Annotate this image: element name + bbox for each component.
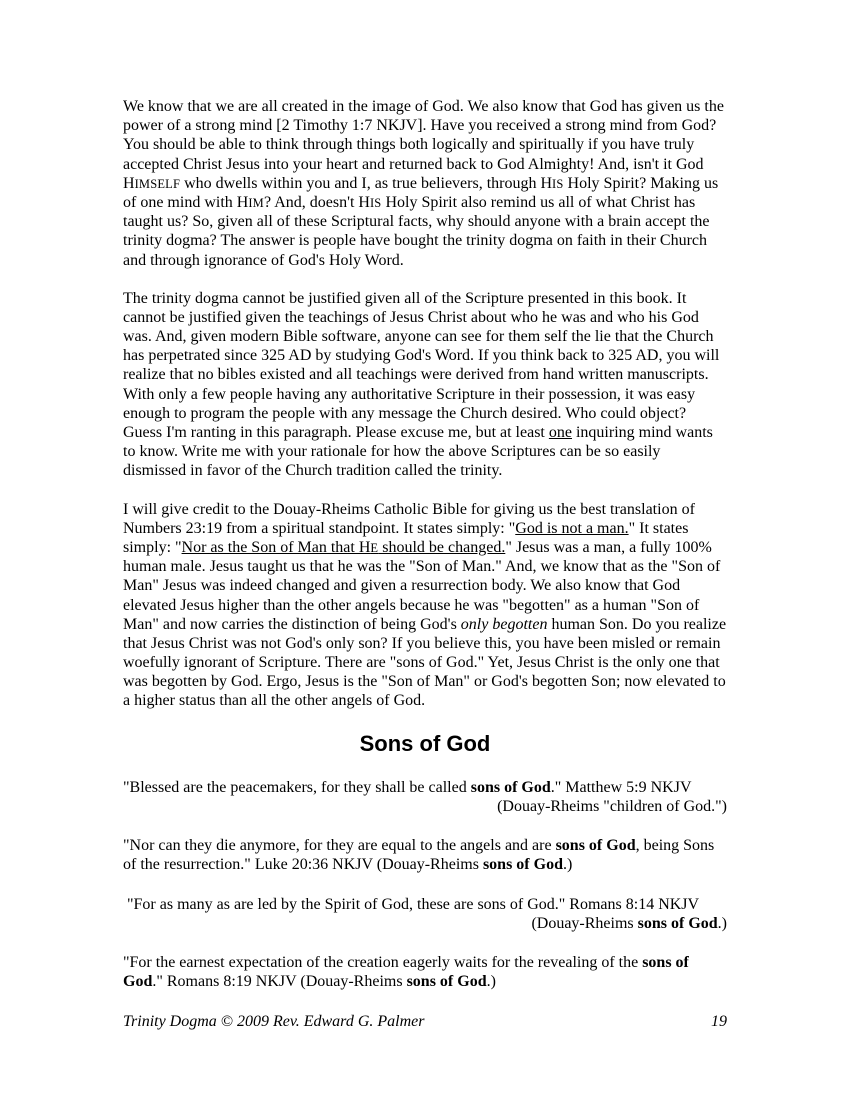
paragraph-douay-rheims-credit: I will give credit to the Douay-Rheims Catholic Bible for giving us the best translation of Numbers 23:19 from a spiritual standpoint. It states simply: "God is not a man." It states simply: "Nor as the Son of Man that HE should be changed." Jesus was a man, a fully 100% human male. Jesus taught us that he was the "Son of Man." And, we know that as the "Son of Man" Jesus was indeed changed and given a resurrection body. We also know that God elevated Jesus higher than the other angels because he was "begotten" as a human "Son of Man" and now carries the distinction of being God's only begotten human Son. Do you realize that Jesus Christ was not God's only son? If you believe this, you have been misled or remain woefully ignorant of Scripture. There are "sons of God." Yet, Jesus Christ is the only one that was begotten by God. Ergo, Jesus is the "Son of Man" or God's begotten Son; now elevated to a higher status than all the other angels of God. xyxy=(123,500,727,710)
paragraph-trinity-dogma-not-justified: The trinity dogma cannot be justified given all of the Scripture presented in this book. It cannot be justified given the teachings of Jesus Christ about who he was and who his God was. And, given modern Bible software, anyone can see for them self the lie that the Church has perpetrated since 325 AD by studying God's Word. If you think back to 325 AD, you will realize that no bibles existed and all teachings were derived from hand written manuscripts. With only a few people having any authoritative Scripture in their possession, it was easy enough to program the people with any message the Church desired. Who could object? Guess I'm ranting in this paragraph. Please excuse me, but at least one inquiring mind wants to know. Write me with your rationale for how the above Scriptures can be so easily dismissed in favor of the Church tradition called the trinity. xyxy=(123,289,720,480)
quote-matthew-5-9 xyxy=(123,778,727,816)
page-content xyxy=(123,97,727,1011)
quote-text: "Nor can they die anymore, for they are equal to the angels and are sons of God, being Sons of the resurrection." Luke 20:36 NKJV (Douay-Rheims sons of God.) xyxy=(123,837,715,874)
page-footer xyxy=(123,1012,727,1031)
quote-text: "For as many as are led by the Spirit of God, these are sons of God." Romans 8:14 NKJV xyxy=(123,895,700,913)
page-number: 19 xyxy=(711,1013,727,1030)
quote-romans-8-19 xyxy=(123,953,727,991)
quote-attribution: (Douay-Rheims "children of God.") xyxy=(497,798,727,816)
footer-copyright: Trinity Dogma © 2009 Rev. Edward G. Palmer xyxy=(123,1013,425,1030)
quote-romans-8-14 xyxy=(123,895,727,933)
quote-text: "Blessed are the peacemakers, for they shall be called sons of God." Matthew 5:9 NKJV xyxy=(123,778,692,796)
section-heading-sons-of-god: Sons of God xyxy=(359,730,491,756)
quote-attribution: (Douay-Rheims sons of God.) xyxy=(531,914,727,932)
quote-text: "For the earnest expectation of the creation eagerly waits for the revealing of the sons of God." Romans 8:19 NKJV (Douay-Rheims sons of God.) xyxy=(123,954,689,991)
quote-luke-20-36 xyxy=(123,836,727,874)
paragraph-created-in-image: We know that we are all created in the image of God. We also know that God has given us the power of a strong mind [2 Timothy 1:7 NKJV]. Have you received a strong mind from God? You should be able to think through things both logically and spiritually if you have truly accepted Christ Jesus into your heart and returned back to God Almighty! And, isn't it God HIMSELF who dwells within you and I, as true believers, through HIS Holy Spirit? Making us of one mind with HIM? And, doesn't HIS Holy Spirit also remind us all of what Christ has taught us? So, given all of these Scriptural facts, why should anyone with a brain accept the trinity dogma? The answer is people have bought the trinity dogma on faith in their Church and through ignorance of God's Holy Word. xyxy=(123,98,724,269)
